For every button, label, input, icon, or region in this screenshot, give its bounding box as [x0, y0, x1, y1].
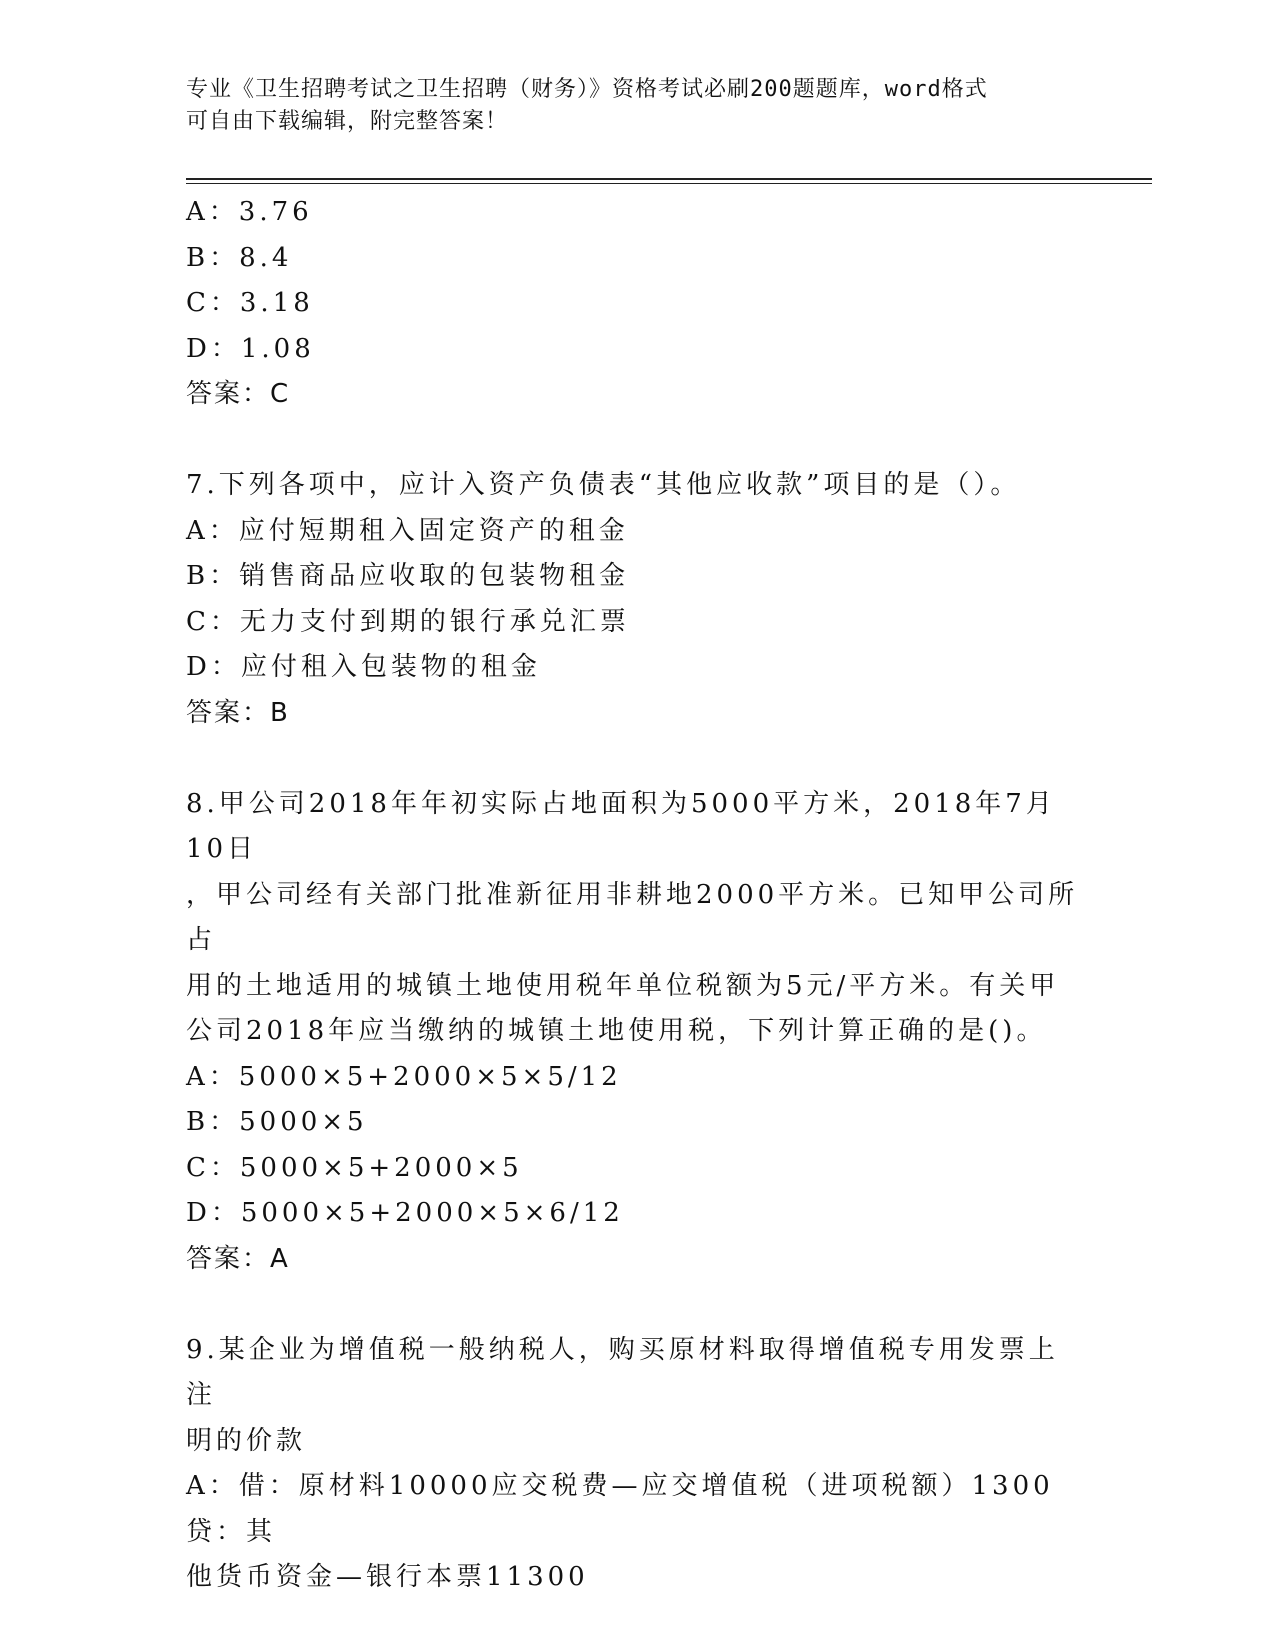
spacer — [186, 736, 1086, 782]
option-d: D：应付租入包装物的租金 — [186, 652, 541, 682]
header-divider-thin — [186, 183, 1152, 184]
option-a-line: A：借：原材料10000应交税费—应交增值税（进项税额）1300贷：其 — [186, 1471, 1054, 1547]
header-divider-thick — [186, 178, 1152, 180]
answer-label: 答案：A — [186, 1243, 290, 1274]
question-text-line: ，甲公司经有关部门批准新征用非耕地2000平方米。已知甲公司所占 — [186, 879, 1079, 955]
question-9-block — [186, 1328, 1086, 1601]
question-6-block — [186, 190, 1086, 418]
option-c: C：无力支付到期的银行承兑汇票 — [186, 606, 630, 637]
option-b: B：销售商品应收取的包装物租金 — [186, 561, 630, 591]
option-b: B：8.4 — [186, 242, 293, 273]
option-b: B：5000×5 — [186, 1107, 368, 1137]
spacer — [186, 418, 1086, 464]
option-a: A：5000×5+2000×5×5/12 — [186, 1061, 622, 1092]
header-line-2: 可自由下载编辑，附完整答案！ — [186, 109, 509, 134]
question-8-block — [186, 782, 1086, 1283]
option-c: C：3.18 — [186, 288, 314, 318]
question-content — [186, 190, 1086, 1601]
option-a: A：3.76 — [186, 197, 313, 227]
question-text-line: 公司2018年应当缴纳的城镇土地使用税，下列计算正确的是()。 — [186, 1016, 1047, 1046]
option-a: A：应付短期租入固定资产的租金 — [186, 515, 629, 546]
question-text-line: 明的价款 — [186, 1425, 307, 1456]
answer-label: 答案：B — [186, 697, 290, 728]
header-line-1: 专业《卫生招聘考试之卫生招聘（财务）》资格考试必刷200题题库，word格式 — [186, 77, 988, 102]
option-a-line: 他货币资金—银行本票11300 — [186, 1562, 589, 1592]
question-text-line: 8.甲公司2018年年初实际占地面积为5000平方米，2018年7月10日 — [186, 788, 1056, 864]
answer-label: 答案：C — [186, 379, 291, 409]
question-7-block — [186, 463, 1086, 736]
spacer — [186, 1282, 1086, 1328]
question-text-line: 9.某企业为增值税一般纳税人，购买原材料取得增值税专用发票上注 — [186, 1334, 1059, 1410]
option-d: D：1.08 — [186, 333, 315, 364]
question-text: 7.下列各项中，应计入资产负债表“其他应收款”项目的是（）。 — [186, 470, 1021, 500]
document-header — [186, 74, 1076, 138]
question-text-line: 用的土地适用的城镇土地使用税年单位税额为5元/平方米。有关甲 — [186, 970, 1060, 1001]
option-d: D：5000×5+2000×5×6/12 — [186, 1198, 624, 1228]
option-c: C：5000×5+2000×5 — [186, 1152, 523, 1183]
